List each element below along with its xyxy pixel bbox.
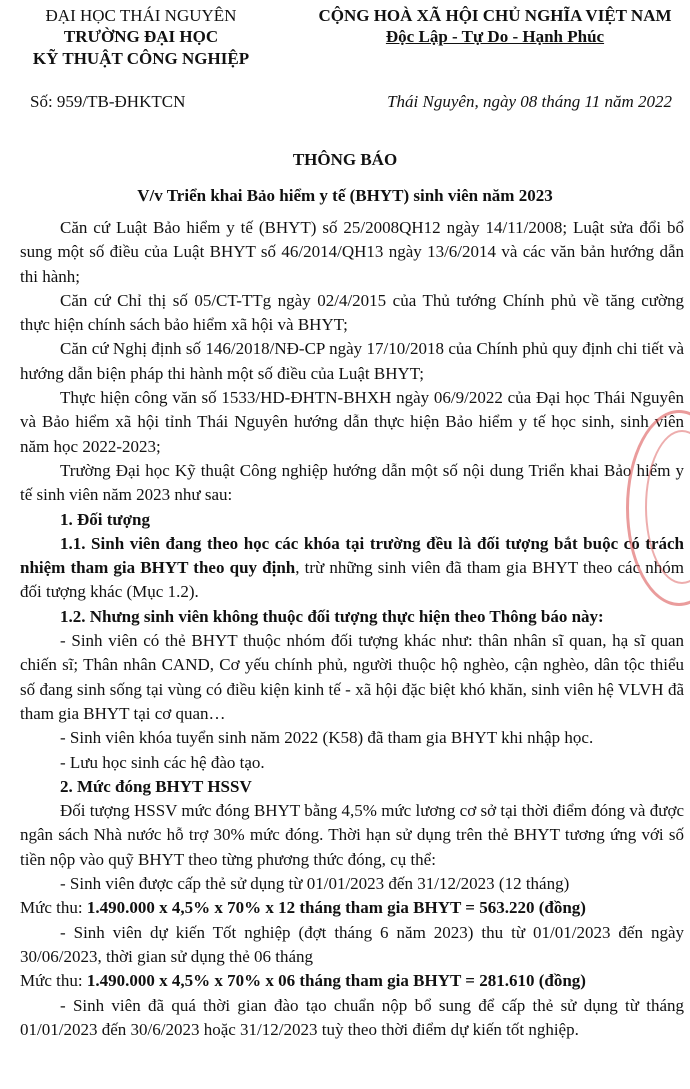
section-2-item-c: - Sinh viên đã quá thời gian đào tạo chuẩn nộp bổ sung để cấp thẻ sử dụng từ tháng 01/01/2023 đến 30/6/2023 hoặc 31/12/2023 tuỳ theo thời điểm dự kiến tốt nghiệp. xyxy=(20,995,684,1039)
document-number: Số: 959/TB-ĐHKTCN xyxy=(30,92,186,111)
document-date: Thái Nguyên, ngày 08 tháng 11 năm 2022 xyxy=(387,92,672,111)
section-1-1 xyxy=(20,532,684,605)
section-1-2-heading: 1.2. Nhưng sinh viên không thuộc đối tượng thực hiện theo Thông báo này: xyxy=(60,606,604,626)
section-1-2-item-b: - Sinh viên khóa tuyển sinh năm 2022 (K58) đã tham gia BHYT khi nhập học. xyxy=(60,728,594,748)
national-motto: Độc Lập - Tự Do - Hạnh Phúc xyxy=(385,27,605,46)
section-1-2-item-c: - Lưu học sinh các hệ đào tạo. xyxy=(60,752,265,772)
section-1-heading: 1. Đối tượng xyxy=(60,509,150,529)
document-title: THÔNG BÁO xyxy=(292,150,398,169)
section-2-item-a: - Sinh viên được cấp thẻ sử dụng từ 01/01/2023 đến 31/12/2023 (12 tháng) xyxy=(60,874,570,894)
fee-formula-12-months: 1.490.000 x 4,5% x 70% x 12 tháng tham gia BHYT = 563.220 (đồng) xyxy=(86,898,586,918)
fee-line-12-months xyxy=(20,896,684,920)
national-header xyxy=(300,6,690,48)
paragraph-legal-basis-2: Căn cứ Chỉ thị số 05/CT-TTg ngày 02/4/2015 của Thủ tướng Chính phủ về tăng cường thực hiện chính sách bảo hiểm xã hội và BHYT; xyxy=(20,290,684,335)
document-subject: V/v Triển khai Bảo hiểm y tế (BHYT) sinh viên năm 2023 xyxy=(137,186,553,205)
fee-label: Mức thu: xyxy=(20,898,87,918)
issuer-name-line1: TRƯỜNG ĐẠI HỌC xyxy=(63,27,219,46)
section-1-2-item-a: - Sinh viên có thẻ BHYT thuộc nhóm đối tượng khác như: thân nhân sĩ quan, hạ sĩ quan chiến sĩ; Thân nhân CAND, Cơ yếu chính phủ, người thuộc hộ nghèo, cận nghèo, dân tộc thiểu số đang sinh sống tại vùng có điều kiện kinh tế - xã hội đặc biệt khó khăn, sinh viên hệ VLVH đã tham gia BHYT tại cơ quan… xyxy=(20,631,684,723)
paragraph-intro: Trường Đại học Kỹ thuật Công nghiệp hướng dẫn một số nội dung Triển khai Bảo hiểm y tế sinh viên năm 2023 như sau: xyxy=(20,460,684,505)
issuer-header xyxy=(6,6,276,70)
fee-formula-06-months: 1.490.000 x 4,5% x 70% x 06 tháng tham gia BHYT = 281.610 (đồng) xyxy=(86,971,586,991)
section-2-heading: 2. Mức đóng BHYT HSSV xyxy=(60,776,252,796)
section-1-1-bold: 1.1. Sinh viên đang theo học các khóa tại trường đều là đối tượng bắt buộc có trách nhiệm tham gia BHYT theo quy định xyxy=(20,533,684,578)
paragraph-legal-basis-3: Căn cứ Nghị định số 146/2018/NĐ-CP ngày 17/10/2018 của Chính phủ quy định chi tiết và hướng dẫn biện pháp thi hành một số điều của Luật BHYT; xyxy=(20,339,684,383)
national-title: CỘNG HOÀ XÃ HỘI CHỦ NGHĨA VIỆT NAM xyxy=(318,6,672,25)
fee-line-06-months xyxy=(20,969,684,993)
fee-label: Mức thu: xyxy=(20,971,87,991)
paragraph-legal-basis-1: Căn cứ Luật Bảo hiểm y tế (BHYT) số 25/2008QH12 ngày 14/11/2008; Luật sửa đổi bổ sung một số điều của Luật BHYT số 46/2014/QH13 ngày 13/6/2014 và các văn bản hướng dẫn thi hành; xyxy=(20,218,684,286)
section-1-1-rest: , trừ những sinh viên đã tham gia BHYT theo các nhóm đối tượng khác (Mục 1.2). xyxy=(20,558,684,602)
issuer-parent: ĐẠI HỌC THÁI NGUYÊN xyxy=(45,6,237,25)
paragraph-legal-basis-4: Thực hiện công văn số 1533/HD-ĐHTN-BHXH ngày 06/9/2022 của Đại học Thái Nguyên và Bảo hiểm xã hội tỉnh Thái Nguyên hướng dẫn thực hiện Bảo hiểm y tế học sinh, sinh viên năm học 2022-2023; xyxy=(20,388,684,456)
document-body xyxy=(20,216,684,1042)
section-2-paragraph: Đối tượng HSSV mức đóng BHYT bằng 4,5% mức lương cơ sở tại thời điểm đóng và được ngân sách Nhà nước hỗ trợ 30% mức đóng. Thời hạn sử dụng trên thẻ BHYT tương ứng với số tiền nộp vào quỹ BHYT theo từng phương thức đóng, cụ thể: xyxy=(20,801,684,869)
section-2-item-b: - Sinh viên dự kiến Tốt nghiệp (đợt tháng 6 năm 2023) thu từ 01/01/2023 đến ngày 30/06/2023, thời gian sử dụng thẻ 06 tháng xyxy=(20,922,684,966)
issuer-name-line2: KỸ THUẬT CÔNG NGHIỆP xyxy=(32,49,250,68)
